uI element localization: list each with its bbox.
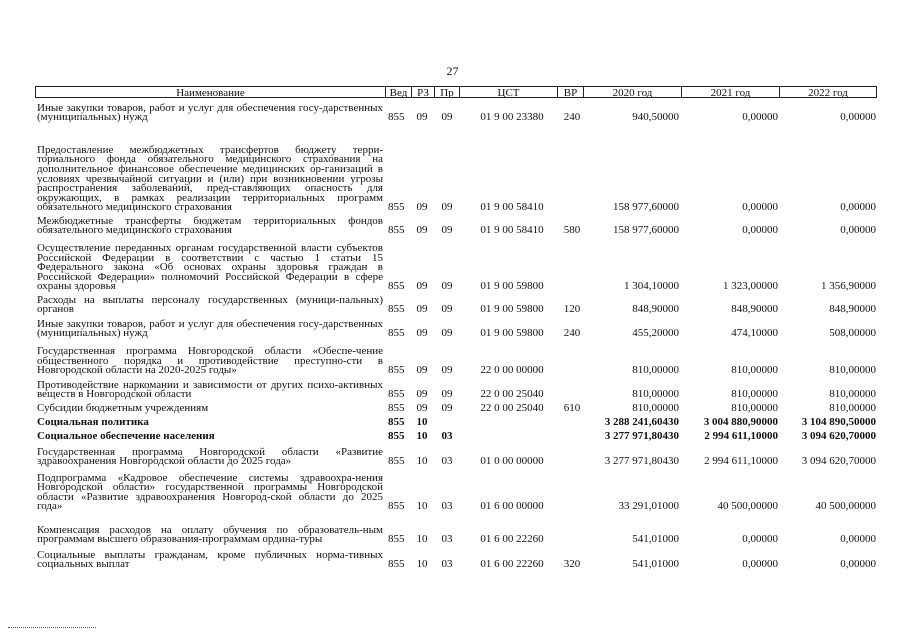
cell-v2021: 0,00000 — [742, 201, 778, 213]
cell-pr: 09 — [441, 327, 453, 339]
row-name: Предоставление межбюджетных трансфертов бюджету терри-ториального фонда обязательного медицинского страхования на дополнительное финансовое обеспечение медицинских ор-ганизаций в условиях чрезвычайной ситуации и (или) при возникновении угрозы распространения заболеваний, пред-ставляющих опасность для окружающих, в рамках реализации территориальных программ обязательного медицинского страхования — [37, 143, 383, 214]
cell-pr: 03 — [441, 430, 453, 442]
cell-v2022: 3 094 620,70000 — [801, 455, 876, 467]
cell-v2020: 810,00000 — [632, 364, 679, 376]
cell-v2022: 810,00000 — [829, 364, 876, 376]
cell-vr: 240 — [563, 111, 581, 123]
row-name: Социальное обеспечение населения — [37, 430, 215, 443]
cell-cst: 01 9 00 59800 — [480, 280, 544, 292]
row-name: Межбюджетные трансферты бюджетам территориальных фондов обязательного медицинского страхования — [37, 214, 383, 237]
cell-v2022: 3 104 890,50000 — [801, 416, 876, 428]
cell-v2020: 848,90000 — [632, 303, 679, 315]
cell-rz: 09 — [416, 402, 428, 414]
row-name: Расходы на выплаты персоналу государственных (муници-пальных) органов — [37, 293, 383, 316]
cell-rz: 09 — [416, 327, 428, 339]
cell-v2021: 0,00000 — [742, 111, 778, 123]
cell-ved: 855 — [388, 500, 405, 512]
cell-v2022: 848,90000 — [829, 303, 876, 315]
cell-v2020: 1 304,10000 — [624, 280, 679, 292]
cell-v2021: 3 004 880,90000 — [703, 416, 778, 428]
cell-cst: 22 0 00 00000 — [480, 364, 544, 376]
cell-vr: 610 — [563, 402, 581, 414]
cell-v2022: 0,00000 — [840, 111, 876, 123]
cell-v2022: 0,00000 — [840, 533, 876, 545]
cell-v2020: 3 288 241,60430 — [604, 416, 679, 428]
cell-v2020: 810,00000 — [632, 388, 679, 400]
cell-ved: 855 — [388, 280, 405, 292]
cell-ved: 855 — [388, 533, 405, 545]
cell-pr: 03 — [441, 558, 453, 570]
cell-cst: 01 9 00 59800 — [480, 303, 544, 315]
cell-ved: 855 — [388, 455, 405, 467]
cell-pr: 03 — [441, 500, 453, 512]
cell-ved: 855 — [388, 416, 405, 428]
cell-rz: 10 — [416, 416, 428, 428]
cell-rz: 09 — [416, 388, 428, 400]
cell-v2022: 0,00000 — [840, 558, 876, 570]
header-ved: Вед — [385, 86, 411, 98]
cell-v2021: 0,00000 — [742, 224, 778, 236]
cell-ved: 855 — [388, 224, 405, 236]
cell-ved: 855 — [388, 111, 405, 123]
cell-vr: 240 — [563, 327, 581, 339]
cell-cst: 01 6 00 00000 — [480, 500, 544, 512]
cell-rz: 10 — [416, 500, 428, 512]
page-number: 27 — [446, 64, 459, 78]
cell-v2020: 940,50000 — [632, 111, 679, 123]
cell-pr: 03 — [441, 533, 453, 545]
cell-v2020: 158 977,60000 — [613, 201, 679, 213]
cell-ved: 855 — [388, 364, 405, 376]
cell-pr: 03 — [441, 455, 453, 467]
cell-v2020: 3 277 971,80430 — [604, 455, 679, 467]
cell-cst: 01 0 00 00000 — [480, 455, 544, 467]
cell-v2022: 0,00000 — [840, 201, 876, 213]
header-2020: 2020 год — [583, 86, 681, 98]
cell-ved: 855 — [388, 327, 405, 339]
cell-rz: 10 — [416, 558, 428, 570]
cell-ved: 855 — [388, 388, 405, 400]
header-2021: 2021 год — [681, 86, 779, 98]
cell-vr: 120 — [563, 303, 581, 315]
cell-pr: 09 — [441, 402, 453, 414]
cell-v2020: 33 291,01000 — [618, 500, 679, 512]
cell-v2021: 848,90000 — [731, 303, 778, 315]
cell-rz: 09 — [416, 303, 428, 315]
cell-v2021: 474,10000 — [731, 327, 778, 339]
row-name: Компенсация расходов на оплату обучения по образователь-ным программам высшего образования-программам ордина-туры — [37, 523, 383, 546]
cell-v2022: 810,00000 — [829, 388, 876, 400]
cell-v2021: 810,00000 — [731, 402, 778, 414]
row-name: Социальная политика — [37, 416, 149, 429]
cell-ved: 855 — [388, 402, 405, 414]
cell-cst: 01 6 00 22260 — [480, 533, 544, 545]
cell-rz: 09 — [416, 111, 428, 123]
row-name: Осуществление переданных органам государственной власти субъектов Российской Федерации в соответствии с частью 1 статьи 15 Федерального закона «Об основах охраны здоровья граждан в Российской Федерации» полномочий Российской Федерации в сфере охраны здоровья — [37, 242, 383, 293]
row-name: Государственная программа Новгородской области «Обеспе-чение общественного порядка и противодействие преступно-сти в Новгородской области на 2020-2025 годы» — [37, 345, 383, 377]
cell-v2022: 508,00000 — [829, 327, 876, 339]
cell-cst: 01 9 00 59800 — [480, 327, 544, 339]
cell-ved: 855 — [388, 201, 405, 213]
cell-pr: 09 — [441, 388, 453, 400]
cell-cst: 01 9 00 23380 — [480, 111, 544, 123]
row-name: Государственная программа Новгородской области «Развитие здравоохранения Новгородской области до 2025 года» — [37, 445, 383, 468]
header-name: Наименование — [35, 86, 385, 98]
cell-v2021: 1 323,00000 — [723, 280, 778, 292]
cell-v2022: 0,00000 — [840, 224, 876, 236]
cell-v2022: 1 356,90000 — [821, 280, 876, 292]
cell-cst: 01 9 00 58410 — [480, 201, 544, 213]
cell-rz: 10 — [416, 430, 428, 442]
cell-pr: 09 — [441, 111, 453, 123]
row-name: Подпрограмма «Кадровое обеспечение системы здравоохра-нения Новгородской области» государственной программы Новгородской области «Развитие здравоохранения Новгород-ской области до 2025 года» — [37, 471, 383, 513]
cell-v2021: 810,00000 — [731, 388, 778, 400]
cell-pr: 09 — [441, 201, 453, 213]
cell-cst: 01 6 00 22260 — [480, 558, 544, 570]
cell-ved: 855 — [388, 558, 405, 570]
cell-v2021: 810,00000 — [731, 364, 778, 376]
cell-v2020: 455,20000 — [632, 327, 679, 339]
cell-rz: 10 — [416, 455, 428, 467]
cell-cst: 01 9 00 58410 — [480, 224, 544, 236]
cell-v2020: 541,01000 — [632, 533, 679, 545]
cell-vr: 580 — [563, 224, 581, 236]
cell-pr: 09 — [441, 280, 453, 292]
row-name: Субсидии бюджетным учреждениям — [37, 402, 209, 415]
row-name: Иные закупки товаров, работ и услуг для обеспечения госу-дарственных (муниципальных) нужд — [37, 317, 383, 340]
cell-v2020: 810,00000 — [632, 402, 679, 414]
cell-v2021: 40 500,00000 — [717, 500, 778, 512]
header-cst: ЦСТ — [459, 86, 557, 98]
row-name: Противодействие наркомании и зависимости от других психо-активных веществ в Новгородской области — [37, 378, 383, 401]
cell-vr: 320 — [563, 558, 581, 570]
cell-rz: 09 — [416, 201, 428, 213]
cell-rz: 09 — [416, 280, 428, 292]
header-2022: 2022 год — [779, 86, 877, 98]
cell-v2020: 158 977,60000 — [613, 224, 679, 236]
cell-ved: 855 — [388, 303, 405, 315]
cell-rz: 10 — [416, 533, 428, 545]
cell-v2021: 0,00000 — [742, 558, 778, 570]
cell-v2021: 0,00000 — [742, 533, 778, 545]
cell-v2022: 810,00000 — [829, 402, 876, 414]
cell-v2022: 40 500,00000 — [815, 500, 876, 512]
header-pr: Пр — [434, 86, 459, 98]
row-name: Иные закупки товаров, работ и услуг для обеспечения госу-дарственных (муниципальных) нужд — [37, 101, 383, 124]
cell-v2020: 3 277 971,80430 — [604, 430, 679, 442]
cell-cst: 22 0 00 25040 — [480, 388, 544, 400]
cell-ved: 855 — [388, 430, 405, 442]
cell-v2021: 2 994 611,10000 — [704, 455, 778, 467]
row-name: Социальные выплаты гражданам, кроме публичных норма-тивных социальных выплат — [37, 548, 383, 571]
cell-rz: 09 — [416, 224, 428, 236]
footnote-separator — [8, 627, 96, 628]
cell-pr: 09 — [441, 303, 453, 315]
cell-v2020: 541,01000 — [632, 558, 679, 570]
cell-cst: 22 0 00 25040 — [480, 402, 544, 414]
cell-rz: 09 — [416, 364, 428, 376]
header-rz: РЗ — [411, 86, 434, 98]
cell-v2021: 2 994 611,10000 — [704, 430, 778, 442]
cell-v2022: 3 094 620,70000 — [801, 430, 876, 442]
header-vr: ВР — [557, 86, 583, 98]
cell-pr: 09 — [441, 224, 453, 236]
cell-pr: 09 — [441, 364, 453, 376]
